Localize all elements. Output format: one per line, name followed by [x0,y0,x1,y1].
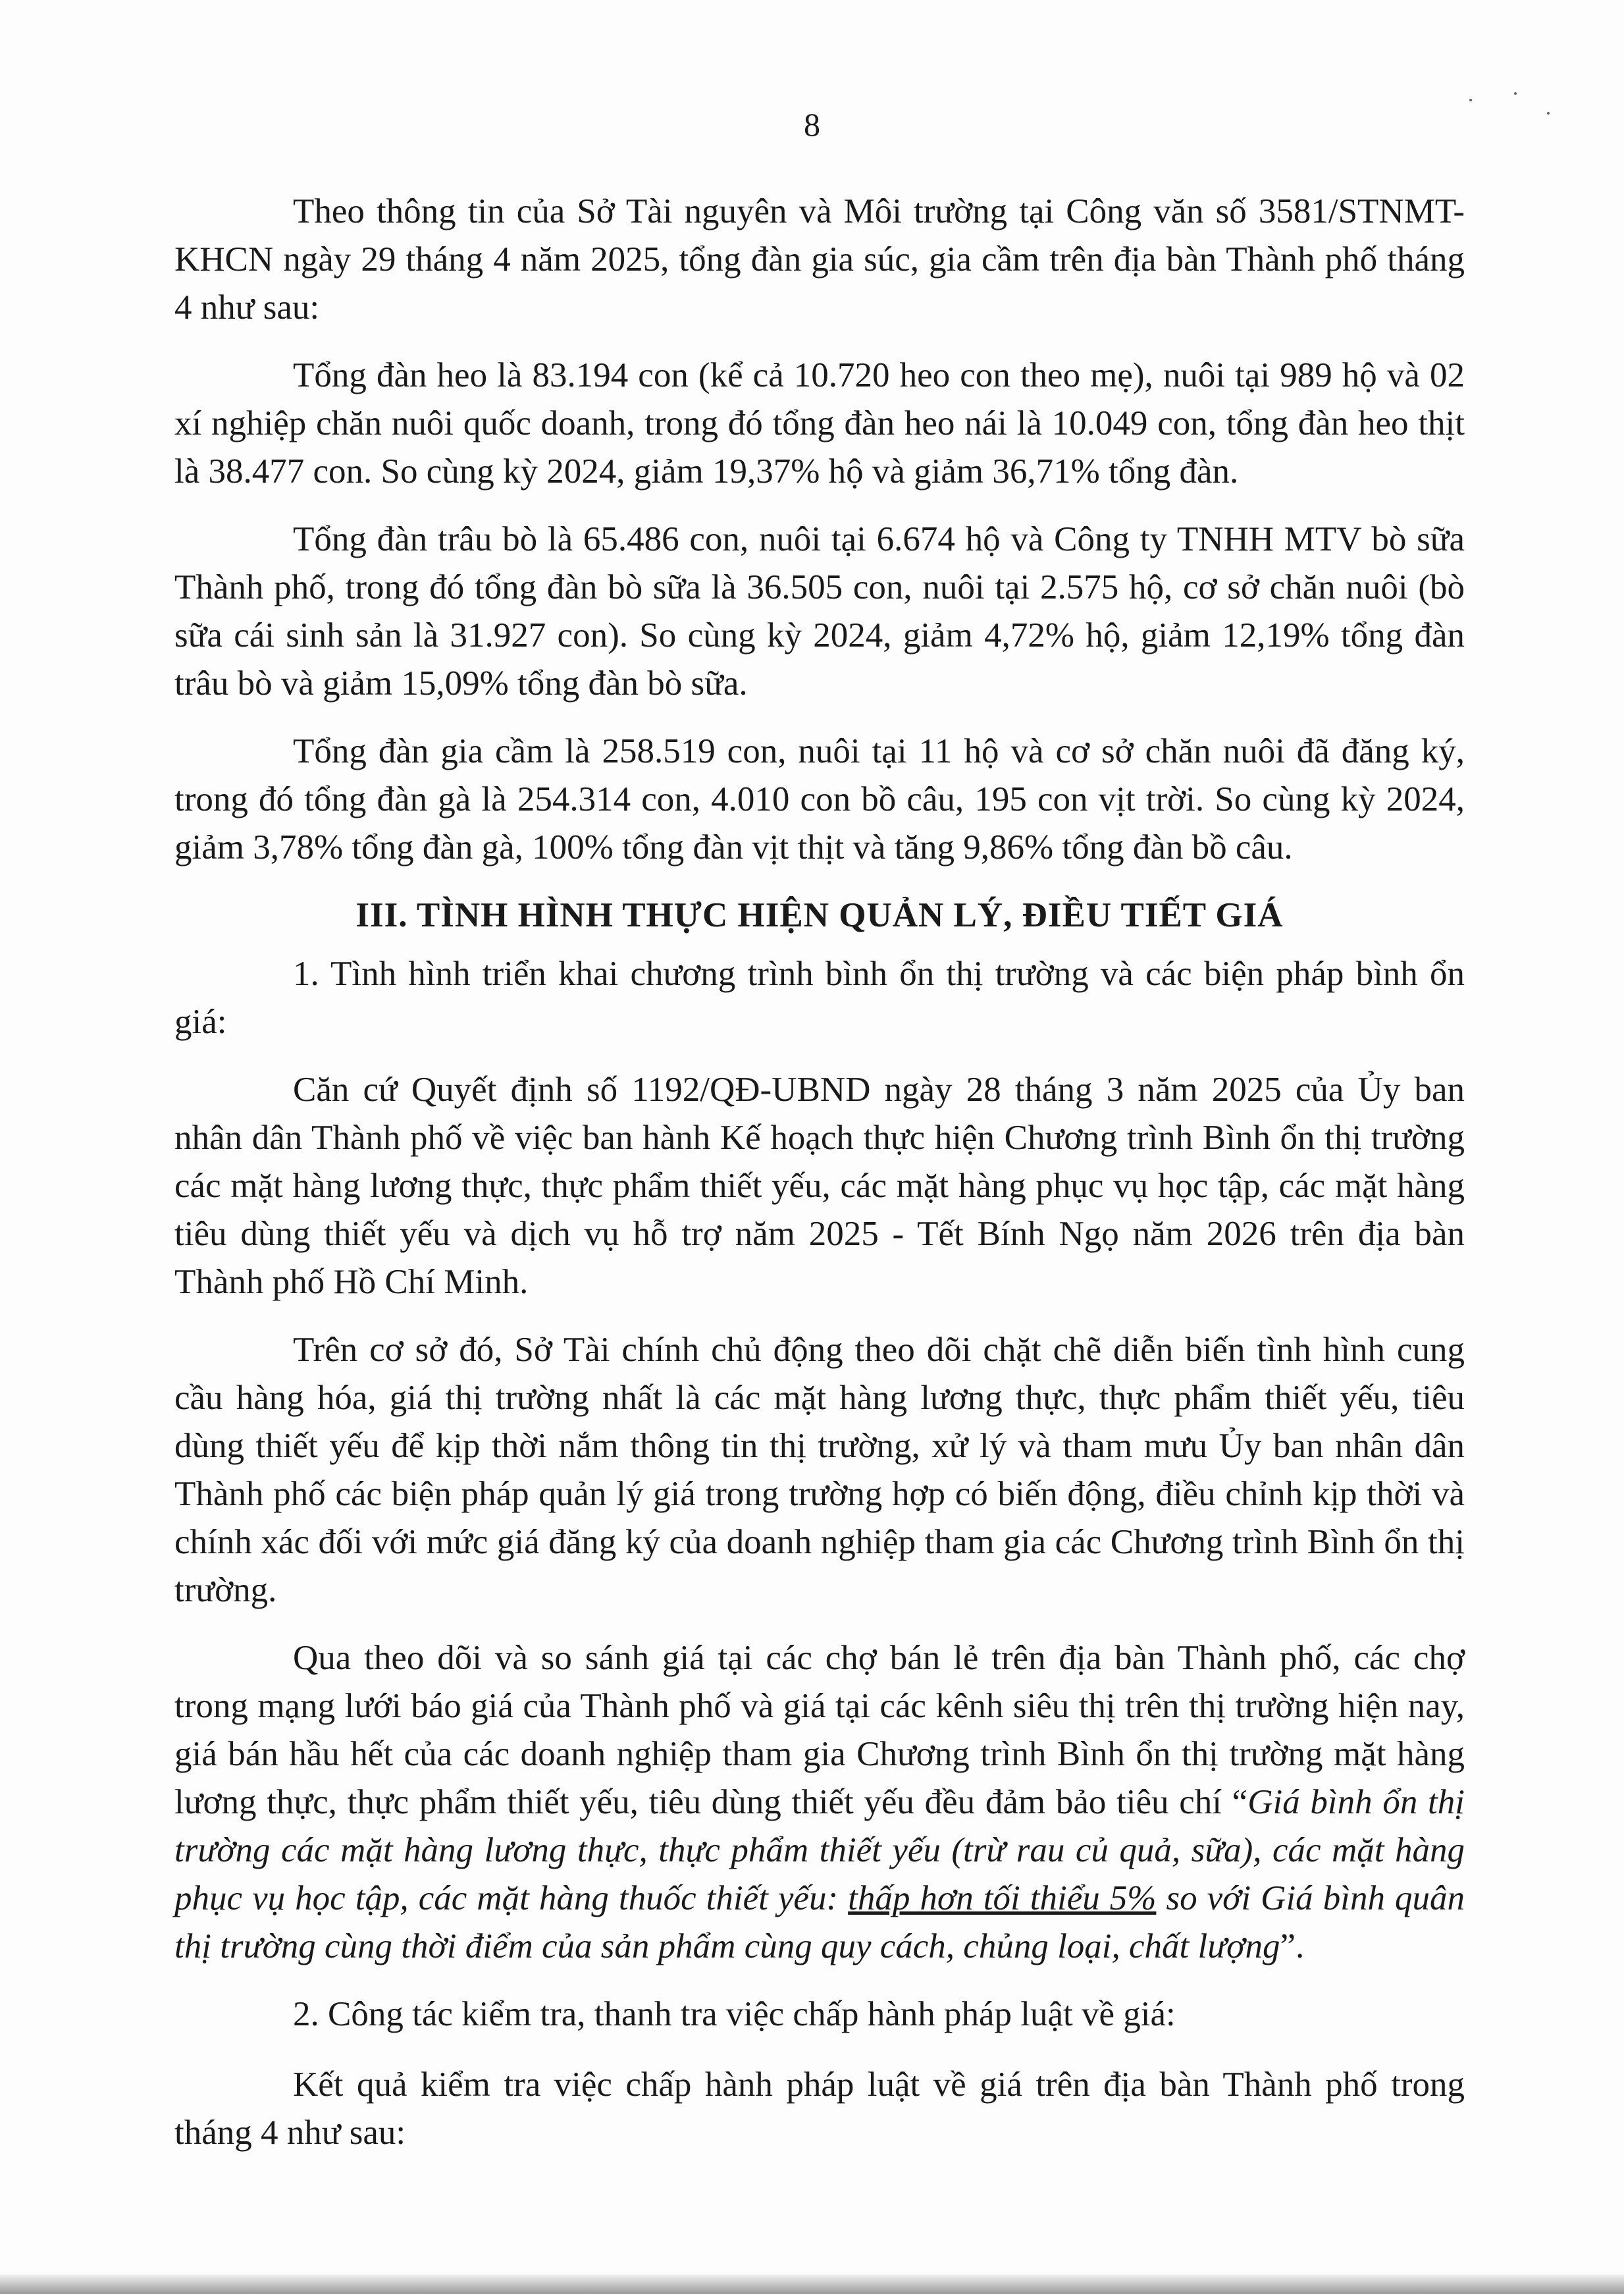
paragraph-monitoring: Trên cơ sở đó, Sở Tài chính chủ động theo dõi chặt chẽ diễn biến tình hình cung cầu hàng hóa, giá thị trường nhất là các mặt hàng lương thực, thực phẩm thiết yếu, tiêu dùng thiết yếu để kịp thời nắm thông tin thị trường, xử lý và tham mưu Ủy ban nhân dân Thành phố các biện pháp quản lý giá trong trường hợp có biến động, điều chỉnh kịp thời và chính xác đối với mức giá đăng ký của doanh nghiệp tham gia các Chương trình Bình ổn thị trường. [174,1331,1465,1609]
subsection-title-2: 2. Công tác kiểm tra, thanh tra việc chấp hành pháp luật về giá: [293,1995,1176,2033]
price-criterion-underlined: thấp hơn tối thiểu 5% [848,1879,1157,1917]
paragraph-poultry: Tổng đàn gia cầm là 258.519 con, nuôi tại 11 hộ và cơ sở chăn nuôi đã đăng ký, trong đó tổng đàn gà là 254.314 con, 4.010 con bồ câu, 195 con vịt trời. So cùng kỳ 2024, giảm 3,78% tổng đàn gà, 100% tổng đàn vịt thịt và tăng 9,86% tổng đàn bồ câu. [174,732,1465,867]
price-criterion-italic-end: so với Giá bình quân thị trường cùng thời điểm của sản phẩm cùng quy cách, chủng loại, chất lượng [174,1879,1465,1965]
section-heading-iii: III. TÌNH HÌNH THỰC HIỆN QUẢN LÝ, ĐIỀU TIẾT GIÁ [355,896,1284,934]
paragraph-livestock-intro: Theo thông tin của Sở Tài nguyên và Môi trường tại Công văn số 3581/STNMT-KHCN ngày 29 tháng 4 năm 2025, tổng đàn gia súc, gia cầm trên địa bàn Thành phố tháng 4 như sau: [174,192,1465,327]
paragraph-price-comparison [174,1634,1465,1971]
document-body [174,188,1465,2177]
scan-edge [0,2274,1624,2294]
price-comparison-text: Qua theo dõi và so sánh giá tại các chợ bán lẻ trên địa bàn Thành phố, các chợ trong mạng lưới báo giá của Thành phố và giá tại các kênh siêu thị trên thị trường hiện nay, giá bán hầu hết của các doanh nghiệp tham gia Chương trình Bình ổn thị trường mặt hàng lương thực, thực phẩm thiết yếu, tiêu dùng thiết yếu đều đảm bảo tiêu chí “ [174,1639,1465,1821]
price-comparison-close: ”. [1280,1927,1305,1965]
page-number: 8 [804,106,820,143]
price-criterion-italic: Giá bình ổn thị trường các mặt hàng lương thực, thực phẩm thiết yếu (trừ rau củ quả, sữa), các mặt hàng phục vụ học tập, các mặt hàng thuốc thiết yếu: [174,1783,1465,1917]
scan-speck [1469,99,1472,101]
paragraph-cattle: Tổng đàn trâu bò là 65.486 con, nuôi tại 6.674 hộ và Công ty TNHH MTV bò sữa Thành phố, trong đó tổng đàn bò sữa là 36.505 con, nuôi tại 2.575 hộ, cơ sở chăn nuôi (bò sữa cái sinh sản là 31.927 con). So cùng kỳ 2024, giảm 4,72% hộ, giảm 12,19% tổng đàn trâu bò và giảm 15,09% tổng đàn bò sữa. [174,520,1465,703]
scan-speck [1514,92,1517,95]
paragraph-decision: Căn cứ Quyết định số 1192/QĐ-UBND ngày 28 tháng 3 năm 2025 của Ủy ban nhân dân Thành phố về việc ban hành Kế hoạch thực hiện Chương trình Bình ổn thị trường các mặt hàng lương thực, thực phẩm thiết yếu, các mặt hàng phục vụ học tập, các mặt hàng tiêu dùng thiết yếu và dịch vụ hỗ trợ năm 2025 - Tết Bính Ngọ năm 2026 trên địa bàn Thành phố Hồ Chí Minh. [174,1071,1465,1301]
paragraph-pigs: Tổng đàn heo là 83.194 con (kể cả 10.720 heo con theo mẹ), nuôi tại 989 hộ và 02 xí nghiệp chăn nuôi quốc doanh, trong đó tổng đàn heo nái là 10.049 con, tổng đàn heo thịt là 38.477 con. So cùng kỳ 2024, giảm 19,37% hộ và giảm 36,71% tổng đàn. [174,356,1465,491]
paragraph-inspection-results: Kết quả kiểm tra việc chấp hành pháp luật về giá trên địa bàn Thành phố trong tháng 4 như sau: [174,2066,1465,2152]
subsection-title-1: 1. Tình hình triển khai chương trình bình ổn thị trường và các biện pháp bình ổn giá: [174,955,1465,1041]
scan-speck [1547,112,1550,115]
